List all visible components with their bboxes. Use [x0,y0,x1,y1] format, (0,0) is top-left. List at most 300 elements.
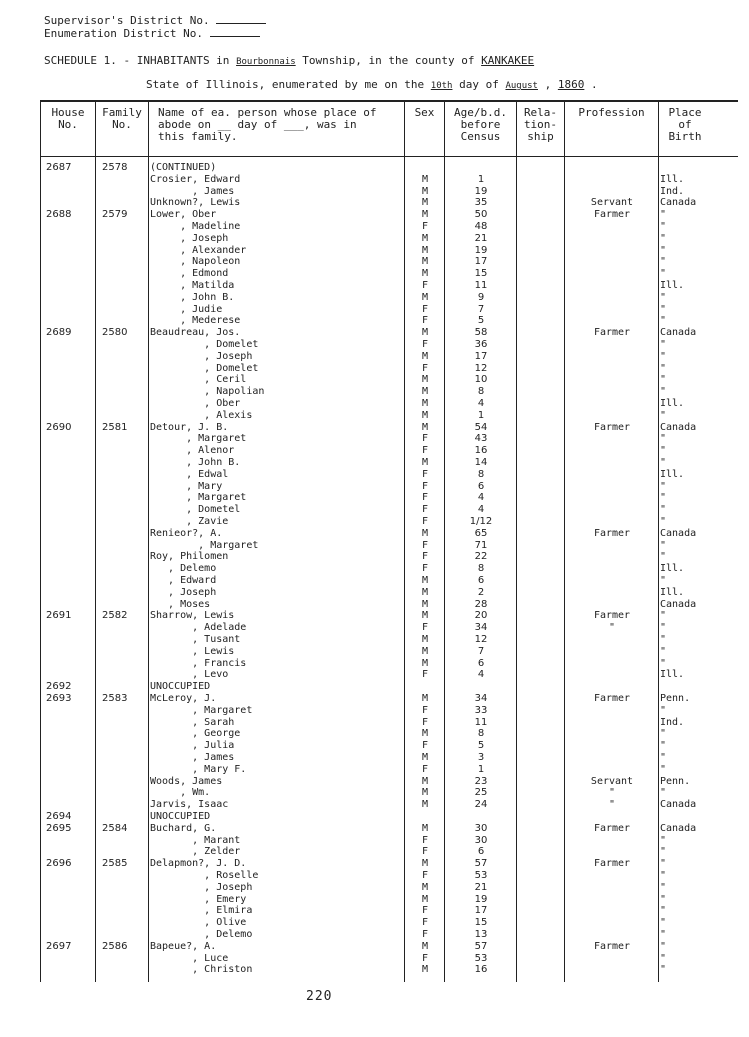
family-no-cell: 2581 [102,421,128,433]
age-cell: 1 [477,173,485,185]
person-name-cell: , Matilda [150,280,235,291]
age-cell: 9 [477,291,485,303]
header-relationship: Rela- tion- ship [523,106,558,143]
birthplace-cell: " [660,256,667,268]
sex-cell: M [421,586,429,598]
family-no-cell: 2578 [102,162,128,173]
sex-cell: M [421,693,429,704]
census-table [40,100,738,982]
birthplace-cell: " [660,433,667,445]
profession-cell: Farmer [593,327,631,339]
column-divider [516,102,517,982]
age-cell: 24 [474,799,488,811]
sex-cell: M [421,256,429,268]
age-cell: 25 [474,787,488,799]
person-name-cell: , Margaret [150,492,247,504]
age-cell: 4 [477,492,485,504]
person-name-cell: , Delemo [150,929,253,940]
schedule-line [44,54,534,67]
age-cell: 22 [474,551,488,563]
birthplace-cell: " [660,551,667,563]
person-name-cell: (CONTINUED) [150,162,217,173]
age-cell: 13 [474,929,488,940]
sex-cell: M [421,327,429,339]
column-divider [564,102,565,982]
sex-cell: M [421,940,429,952]
person-name-cell: , Adelade [150,622,247,634]
person-name-cell: , Joseph [150,350,253,362]
profession-cell: Farmer [593,610,631,622]
age-cell: 4 [477,504,485,516]
sex-cell: M [421,386,429,398]
person-name-cell: , Francis [150,657,247,669]
sex-cell: F [421,362,429,374]
person-name-cell: Roy, Philomen [150,551,229,563]
birthplace-cell: " [660,221,667,232]
person-name-cell: , Alenor [150,445,235,457]
sex-cell: M [421,185,429,197]
age-cell: 8 [477,728,485,740]
person-name-cell: , George [150,728,241,740]
sex-cell: F [421,445,429,457]
person-name-cell: , Margaret [150,704,253,716]
enumeration-year: 1860 [557,78,585,91]
birthplace-cell: " [660,291,667,303]
person-name-cell: , Mary [150,480,223,492]
age-cell: 17 [474,256,488,268]
person-name-cell: , Domelet [150,362,259,374]
sex-cell: F [421,716,429,728]
sex-cell: F [421,834,429,846]
page-number: 220 [306,989,333,1004]
birthplace-cell: Ind. [660,716,685,728]
house-no-cell: 2688 [46,209,72,221]
birthplace-cell: " [660,763,667,775]
person-name-cell: , Elmira [150,905,253,917]
person-name-cell: , Moses [150,598,211,610]
age-cell: 35 [474,197,488,209]
township-name: Bourbonnais [236,57,296,67]
sex-cell: M [421,374,429,386]
sex-cell: F [421,952,429,964]
sex-cell: F [421,622,429,634]
sex-cell: F [421,492,429,504]
person-name-cell: , Delemo [150,563,217,575]
profession-cell: " [608,787,616,799]
age-cell: 1 [477,409,485,421]
person-name-cell: , James [150,752,235,763]
person-name-cell: , Alexander [150,244,247,256]
sex-cell: F [421,704,429,716]
person-name-cell: Detour, J. B. [150,421,229,433]
age-cell: 34 [474,622,488,634]
birthplace-cell: Canada [660,421,697,433]
birthplace-cell: " [660,303,667,315]
age-cell: 7 [477,303,485,315]
birthplace-cell: " [660,610,667,622]
sex-cell: M [421,350,429,362]
sex-cell: M [421,728,429,740]
age-cell: 12 [474,634,488,645]
age-cell: 10 [474,374,488,386]
birthplace-cell: " [660,374,667,386]
age-cell: 21 [474,232,488,244]
sex-cell: M [421,893,429,905]
age-cell: 54 [474,421,488,433]
house-no-cell: 2693 [46,693,72,704]
profession-cell: " [608,622,616,634]
birthplace-cell: Penn. [660,775,691,787]
person-name-cell: , Christon [150,964,253,976]
age-cell: 16 [474,964,488,976]
birthplace-cell: " [660,516,667,527]
header-divider [40,156,738,157]
person-name-cell: , Alexis [150,409,253,421]
person-name-cell: , Judie [150,303,223,315]
birthplace-cell: Canada [660,527,697,539]
header-age: Age/b.d. before Census [454,106,507,143]
person-name-cell: , James [150,185,235,197]
person-name-cell: UNOCCUPIED [150,811,211,822]
birthplace-cell: " [660,634,667,645]
header-house-no: House No. [51,106,85,131]
sex-cell: F [421,551,429,563]
age-cell: 65 [474,527,488,539]
birthplace-cell: Ill. [660,398,685,409]
birthplace-cell: " [660,870,667,881]
house-no-cell: 2687 [46,162,72,173]
sex-cell: M [421,645,429,657]
profession-cell: Farmer [593,421,631,433]
sex-cell: M [421,409,429,421]
person-name-cell: , Joseph [150,232,229,244]
birthplace-cell: Ill. [660,280,685,291]
age-cell: 30 [474,822,488,834]
birthplace-cell: Ill. [660,669,685,681]
house-no-cell: 2697 [46,940,72,952]
sex-cell: F [421,763,429,775]
sex-cell: M [421,232,429,244]
person-name-cell: , Margaret [150,539,259,551]
sex-cell: M [421,291,429,303]
birthplace-cell: Canada [660,799,697,811]
sex-cell: F [421,669,429,681]
age-cell: 1/12 [469,516,493,527]
birthplace-cell: Ill. [660,563,685,575]
person-name-cell: , Edmond [150,268,229,280]
age-cell: 7 [477,645,485,657]
age-cell: 28 [474,598,488,610]
birthplace-cell: " [660,846,667,858]
header-profession: Profession [578,106,645,119]
house-no-cell: 2695 [46,822,72,834]
birthplace-cell: " [660,232,667,244]
birthplace-cell: " [660,740,667,752]
age-cell: 19 [474,185,488,197]
sex-cell: F [421,539,429,551]
person-name-cell: , Ceril [150,374,247,386]
sex-cell: M [421,575,429,586]
birthplace-cell: " [660,480,667,492]
person-name-cell: , Edward [150,575,217,586]
person-name-cell: , Roselle [150,870,259,881]
sex-cell: M [421,527,429,539]
age-cell: 6 [477,480,485,492]
column-divider [148,102,149,982]
person-name-cell: , Mederese [150,315,241,327]
person-name-cell: , Mary F. [150,763,247,775]
person-name-cell: , Levo [150,669,229,681]
person-name-cell: , Olive [150,917,247,929]
person-name-cell: Sharrow, Lewis [150,610,235,622]
age-cell: 14 [474,457,488,468]
sex-cell: M [421,657,429,669]
age-cell: 12 [474,362,488,374]
person-name-cell: , Emery [150,893,247,905]
family-no-cell: 2585 [102,858,128,870]
age-cell: 53 [474,870,488,881]
birthplace-cell: " [660,834,667,846]
person-name-cell: , Madeline [150,221,241,232]
birthplace-cell: " [660,645,667,657]
age-cell: 6 [477,846,485,858]
age-cell: 23 [474,775,488,787]
column-divider [444,102,445,982]
profession-cell: Servant [590,197,634,209]
profession-cell: " [608,799,616,811]
schedule-prefix: SCHEDULE 1. - INHABITANTS in [44,54,230,67]
header-name: Name of ea. person whose place of abode on __ day of ___, was in this family. [158,106,377,143]
sex-cell: M [421,858,429,870]
birthplace-cell: " [660,457,667,468]
person-name-cell: , Tusant [150,634,241,645]
sex-cell: F [421,280,429,291]
profession-cell: Farmer [593,527,631,539]
sex-cell: M [421,610,429,622]
family-no-cell: 2586 [102,940,128,952]
person-name-cell: , Ober [150,398,241,409]
person-name-cell: Buchard, G. [150,822,217,834]
birthplace-cell: " [660,858,667,870]
person-name-cell: UNOCCUPIED [150,681,211,693]
day-of-label: day of [459,78,499,91]
birthplace-cell: Ill. [660,586,685,598]
birthplace-cell: " [660,929,667,940]
birthplace-cell: " [660,704,667,716]
enumeration-day: 10th [430,81,453,91]
birthplace-cell: " [660,362,667,374]
sex-cell: M [421,881,429,893]
age-cell: 57 [474,940,488,952]
age-cell: 11 [474,716,488,728]
age-cell: 17 [474,905,488,917]
enumeration-district-label: Enumeration District No. [44,27,203,40]
enumeration-month: August [505,81,538,91]
person-name-cell: McLeroy, J. [150,693,217,704]
person-name-cell: Beaudreau, Jos. [150,327,241,339]
age-cell: 15 [474,917,488,929]
age-cell: 6 [477,575,485,586]
sex-cell: M [421,209,429,221]
birthplace-cell: Ind. [660,185,685,197]
birthplace-cell: " [660,728,667,740]
enumeration-district-line [44,27,260,40]
sex-cell: M [421,197,429,209]
person-name-cell: , Lewis [150,645,235,657]
person-name-cell: Renieor?, A. [150,527,223,539]
sex-cell: F [421,740,429,752]
column-divider [40,102,41,982]
age-cell: 21 [474,881,488,893]
sex-cell: M [421,752,429,763]
sex-cell: F [421,315,429,327]
age-cell: 36 [474,339,488,350]
sex-cell: F [421,929,429,940]
person-name-cell: , Domelet [150,339,259,350]
state-prefix: State of Illinois, enumerated by me on the [146,78,425,91]
age-cell: 4 [477,669,485,681]
sex-cell: M [421,775,429,787]
age-cell: 1 [477,763,485,775]
person-name-cell: Delapmon?, J. D. [150,858,247,870]
sex-cell: M [421,457,429,468]
person-name-cell: , Julia [150,740,235,752]
birthplace-cell: " [660,445,667,457]
column-divider [658,102,659,982]
family-no-cell: 2584 [102,822,128,834]
birthplace-cell: " [660,315,667,327]
person-name-cell: , Margaret [150,433,247,445]
sex-cell: M [421,398,429,409]
age-cell: 2 [477,586,485,598]
column-divider [95,102,96,982]
profession-cell: Farmer [593,940,631,952]
birthplace-cell: " [660,881,667,893]
sex-cell: F [421,905,429,917]
age-cell: 3 [477,752,485,763]
house-no-cell: 2691 [46,610,72,622]
sex-cell: M [421,964,429,976]
birthplace-cell: " [660,917,667,929]
sex-cell: M [421,799,429,811]
age-cell: 4 [477,398,485,409]
profession-cell: Farmer [593,693,631,704]
birthplace-cell: " [660,409,667,421]
birthplace-cell: " [660,952,667,964]
age-cell: 5 [477,315,485,327]
county-name: KANKAKEE [481,54,535,67]
house-no-cell: 2692 [46,681,72,693]
person-name-cell: , Sarah [150,716,235,728]
enumeration-district-blank [210,27,260,37]
person-name-cell: , Wm. [150,787,211,799]
sex-cell: F [421,870,429,881]
birthplace-cell: Penn. [660,693,691,704]
birthplace-cell: Canada [660,822,697,834]
house-no-cell: 2690 [46,421,72,433]
birthplace-cell: " [660,752,667,763]
age-cell: 33 [474,704,488,716]
age-cell: 6 [477,657,485,669]
birthplace-cell: " [660,386,667,398]
person-name-cell: , Napoleon [150,256,241,268]
sex-cell: M [421,598,429,610]
age-cell: 50 [474,209,488,221]
column-divider [404,102,405,982]
birthplace-cell: " [660,622,667,634]
state-line [146,78,598,91]
person-name-cell: , John B. [150,457,241,468]
birthplace-cell: Ill. [660,173,685,185]
sex-cell: F [421,339,429,350]
profession-cell: Farmer [593,858,631,870]
age-cell: 30 [474,834,488,846]
date-comma: , [544,78,552,91]
person-name-cell: , Marant [150,834,241,846]
age-cell: 17 [474,350,488,362]
sex-cell: F [421,480,429,492]
sex-cell: F [421,504,429,516]
age-cell: 71 [474,539,488,551]
person-name-cell: , Zelder [150,846,241,858]
age-cell: 19 [474,893,488,905]
profession-cell: Farmer [593,209,631,221]
person-name-cell: Unknown?, Lewis [150,197,241,209]
age-cell: 8 [477,563,485,575]
age-cell: 19 [474,244,488,256]
birthplace-cell: " [660,539,667,551]
birthplace-cell: " [660,787,667,799]
sex-cell: M [421,421,429,433]
birthplace-cell: " [660,339,667,350]
header-sex: Sex [414,106,435,119]
family-no-cell: 2582 [102,610,128,622]
age-cell: 8 [477,386,485,398]
birthplace-cell: " [660,964,667,976]
birthplace-cell: Canada [660,598,697,610]
person-name-cell: , Napolian [150,386,265,398]
date-period: . [590,78,598,91]
sex-cell: M [421,634,429,645]
birthplace-cell: " [660,940,667,952]
township-suffix: Township, in the county of [302,54,475,67]
sex-cell: F [421,846,429,858]
person-name-cell: , Zavie [150,516,229,527]
person-name-cell: Crosier, Edward [150,173,241,185]
sex-cell: F [421,917,429,929]
person-name-cell: Bapeue?, A. [150,940,217,952]
person-name-cell: Lower, Ober [150,209,217,221]
birthplace-cell: Canada [660,327,697,339]
age-cell: 57 [474,858,488,870]
person-name-cell: , Dometel [150,504,241,516]
birthplace-cell: " [660,575,667,586]
age-cell: 16 [474,445,488,457]
birthplace-cell: " [660,893,667,905]
family-no-cell: 2583 [102,693,128,704]
header-family-no: Family No. [102,106,142,131]
profession-cell: Servant [590,775,634,787]
sex-cell: M [421,173,429,185]
age-cell: 20 [474,610,488,622]
person-name-cell: Woods, James [150,775,223,787]
person-name-cell: Jarvis, Isaac [150,799,229,811]
age-cell: 58 [474,327,488,339]
sex-cell: M [421,268,429,280]
birthplace-cell: " [660,268,667,280]
birthplace-cell: " [660,350,667,362]
person-name-cell: , Joseph [150,881,253,893]
